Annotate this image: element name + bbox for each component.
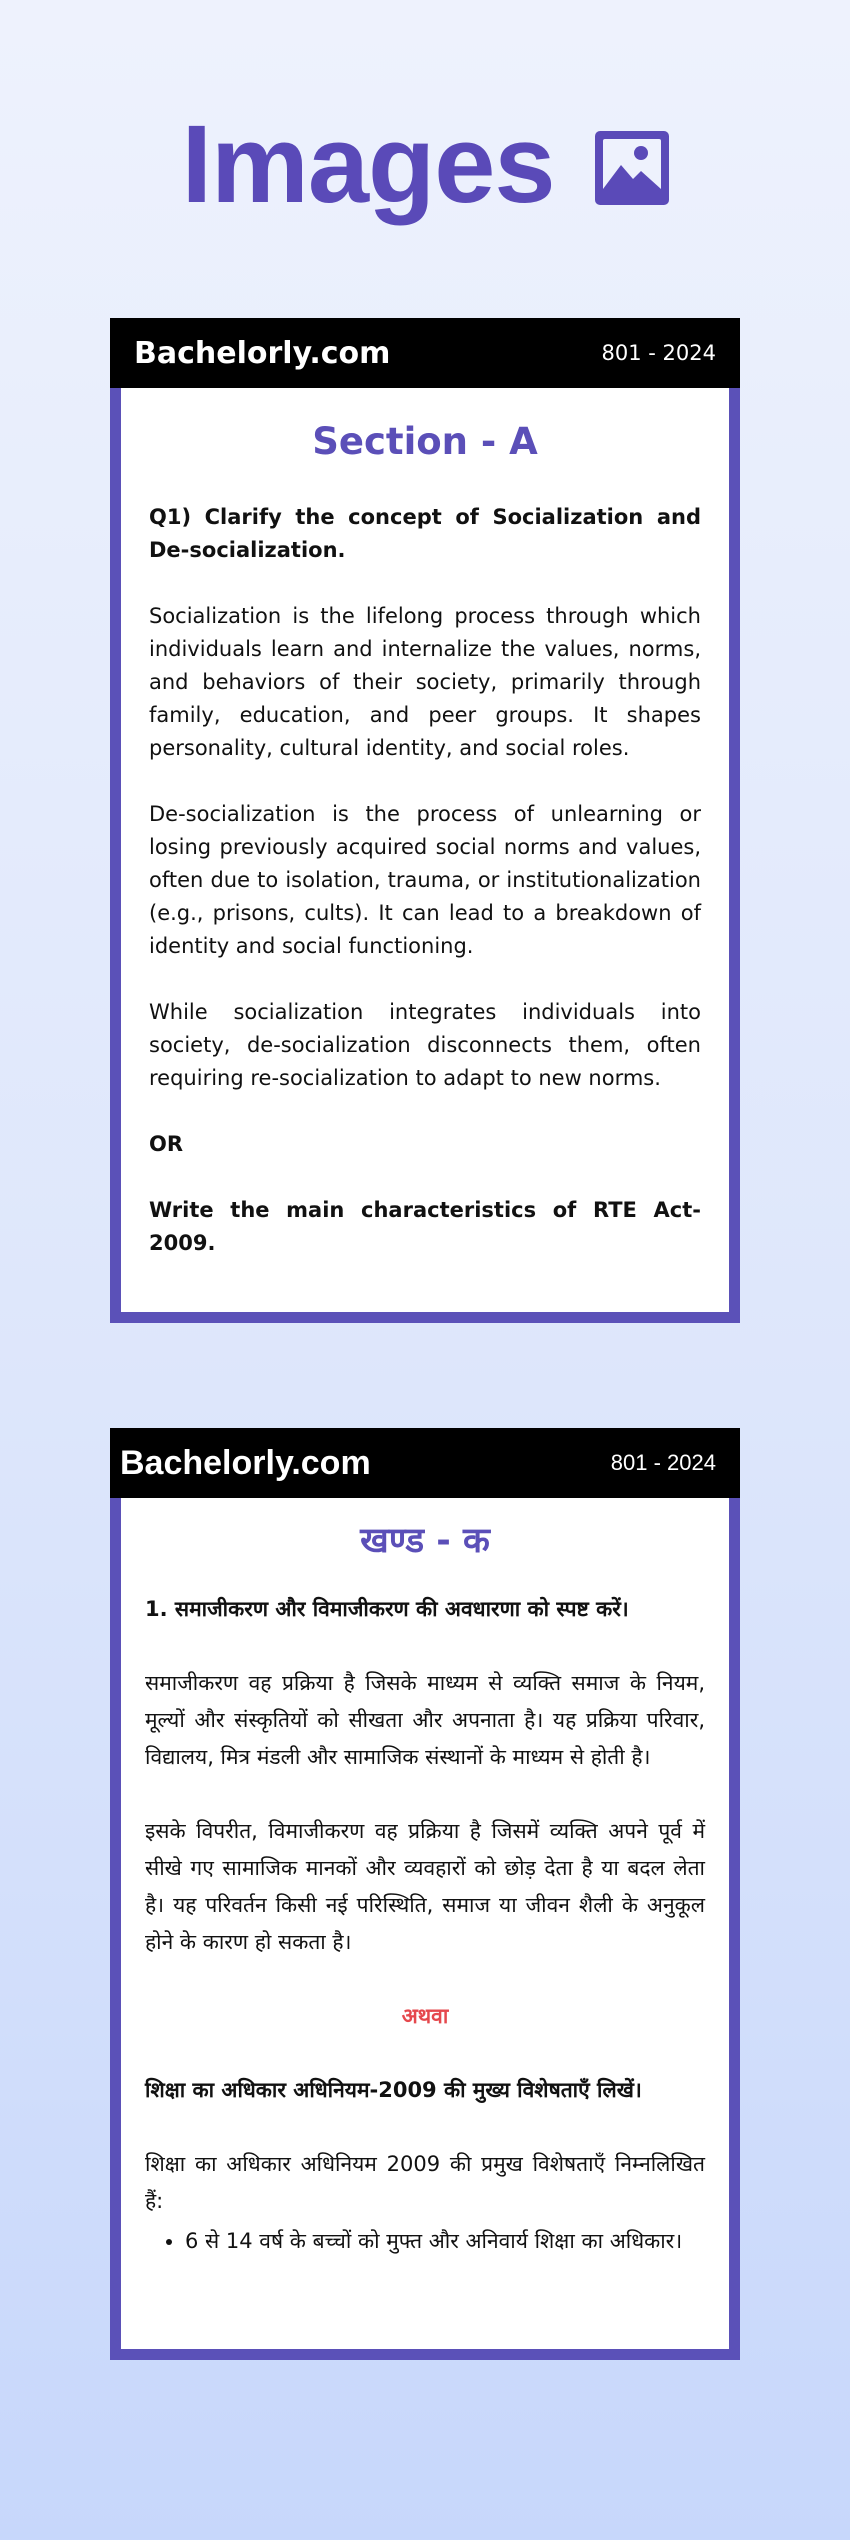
answer-paragraph: समाजीकरण वह प्रक्रिया है जिसके माध्यम से व्यक्ति समाज के नियम, मूल्यों और संस्कृतियों को सीखता और अपनाता है। यह प्रक्रिया परिवार, विद्यालय, मित्र मंडली और सामाजिक संस्थानों के माध्यम से होती है। <box>145 1671 705 1769</box>
answer-paragraph: De-socialization is the process of unlearning or losing previously acquired social norms and values, often due to isolation, trauma, or institutionalization (e.g., prisons, cults). It can lead to a breakdown of identity and social functioning. <box>149 802 701 958</box>
brand-name: Bachelorly.com <box>120 1443 371 1482</box>
question-text: Q1) Clarify the concept of Socialization and De-socialization. <box>149 505 701 562</box>
card-body <box>110 1498 740 2360</box>
feature-list <box>145 2223 705 2260</box>
card-header <box>110 318 740 388</box>
image-icon <box>595 131 669 205</box>
paper-code: 801 - 2024 <box>601 341 716 365</box>
section-title: खण्ड - क <box>360 1521 490 1561</box>
hero-title: Images <box>181 103 555 226</box>
question-text: 1. समाजीकरण और विमाजीकरण की अवधारणा को स्पष्ट करें। <box>145 1597 629 1621</box>
brand-name: Bachelorly.com <box>134 335 391 371</box>
question-card-hindi <box>110 1428 740 2360</box>
answer-paragraph: Socialization is the lifelong process through which individuals learn and internalize the values, norms, and behaviors of their society, primarily through family, education, and peer groups. It shapes personality, cultural identity, and social roles. <box>149 604 701 760</box>
or-label: OR <box>149 1132 184 1156</box>
answer-intro: शिक्षा का अधिकार अधिनियम 2009 की प्रमुख विशेषताएँ निम्नलिखित हैं: <box>145 2152 705 2213</box>
alternate-question: Write the main characteristics of RTE Act-2009. <box>149 1198 701 1255</box>
card-body <box>110 388 740 1323</box>
list-item: • 6 से 14 वर्ष के बच्चों को मुफ्त और अनिवार्य शिक्षा का अधिकार। <box>185 2223 705 2260</box>
question-card-english <box>110 318 740 1323</box>
paper-code: 801 - 2024 <box>610 1450 716 1475</box>
card-header <box>110 1428 740 1498</box>
section-title: Section - A <box>312 420 538 463</box>
hero-heading <box>0 103 850 226</box>
or-label: अथवा <box>401 2004 449 2028</box>
alternate-question: शिक्षा का अधिकार अधिनियम-2009 की मुख्य विशेषताएँ लिखें। <box>145 2078 642 2102</box>
answer-paragraph: इसके विपरीत, विमाजीकरण वह प्रक्रिया है जिसमें व्यक्ति अपने पूर्व में सीखे गए सामाजिक मानकों और व्यवहारों को छोड़ देता है या बदल लेता है। यह परिवर्तन किसी नई परिस्थिति, समाज या जीवन शैली के अनुकूल होने के कारण हो सकता है। <box>145 1819 705 1954</box>
answer-paragraph: While socialization integrates individuals into society, de-socialization disconnects them, often requiring re-socialization to adapt to new norms. <box>149 1000 701 1090</box>
